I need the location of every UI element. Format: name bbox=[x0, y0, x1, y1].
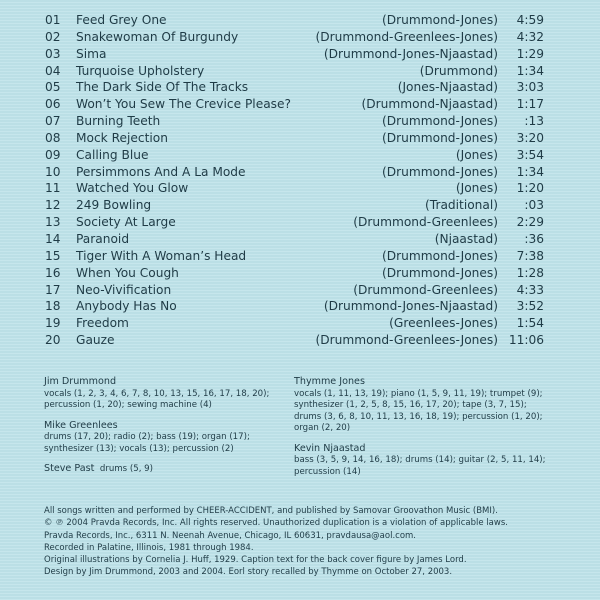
track-row bbox=[0, 147, 600, 164]
track-number: 18 bbox=[45, 299, 61, 314]
instrument-line: drums (5, 9) bbox=[99, 464, 153, 474]
note-line: Design by Jim Drummond, 2003 and 2004. Eorl story recalled by Thymme on October 27, 2003. bbox=[44, 567, 453, 578]
track-number: 09 bbox=[45, 147, 61, 162]
instrument-line: percussion (14) bbox=[294, 466, 361, 477]
track-title: Mock Rejection bbox=[76, 130, 168, 145]
track-row bbox=[0, 282, 600, 299]
track-credit: (Jones-Njaastad) bbox=[397, 80, 498, 95]
instrument-line: vocals (1, 2, 3, 4, 6, 7, 8, 10, 13, 15, 16, 17, 18, 20); bbox=[44, 388, 270, 399]
track-duration: 4:59 bbox=[516, 13, 544, 27]
track-title: Watched You Glow bbox=[76, 181, 189, 196]
musician-name: Jim Drummond bbox=[44, 376, 117, 387]
track-row bbox=[0, 79, 600, 96]
track-title: When You Cough bbox=[76, 265, 179, 280]
track-title: Feed Grey One bbox=[76, 13, 167, 27]
track-credit: (Drummond-Njaastad) bbox=[361, 97, 498, 112]
personnel-left-column bbox=[44, 376, 289, 484]
track-row bbox=[0, 12, 600, 29]
track-title: Freedom bbox=[76, 316, 129, 331]
musician-name: Kevin Njaastad bbox=[294, 442, 366, 454]
track-number: 01 bbox=[45, 13, 61, 27]
track-credit: (Drummond) bbox=[419, 63, 498, 78]
credits-notes bbox=[44, 505, 574, 579]
track-number: 08 bbox=[45, 130, 61, 145]
track-number: 13 bbox=[45, 215, 61, 230]
track-duration: 1:17 bbox=[516, 97, 544, 112]
track-title: Sima bbox=[76, 46, 107, 61]
track-credit: (Drummond-Jones) bbox=[382, 248, 498, 263]
track-number: 16 bbox=[45, 265, 61, 280]
track-credit: (Jones) bbox=[455, 181, 498, 196]
track-title: Anybody Has No bbox=[76, 299, 177, 314]
track-row bbox=[0, 332, 600, 349]
personnel-right-column bbox=[294, 376, 564, 486]
track-title: Neo-Vivification bbox=[76, 282, 172, 297]
track-row bbox=[0, 298, 600, 315]
track-title: Society At Large bbox=[76, 215, 176, 230]
track-row bbox=[0, 214, 600, 231]
track-duration: 7:38 bbox=[516, 248, 544, 263]
personnel-kevin-njaastad bbox=[294, 443, 564, 479]
note-line: Recorded in Palatine, Illinois, 1981 through 1984. bbox=[44, 542, 254, 553]
track-duration: 1:34 bbox=[516, 63, 544, 78]
track-title: Snakewoman Of Burgundy bbox=[76, 29, 239, 44]
track-row bbox=[0, 248, 600, 265]
personnel-mike-greenlees bbox=[44, 420, 289, 456]
track-duration: :03 bbox=[524, 198, 544, 213]
track-duration: 3:52 bbox=[516, 299, 544, 314]
track-credit: (Traditional) bbox=[425, 198, 498, 213]
track-title: Paranoid bbox=[76, 231, 130, 246]
track-duration: 3:03 bbox=[516, 80, 544, 95]
track-credit: (Drummond-Jones) bbox=[382, 114, 498, 129]
track-number: 06 bbox=[45, 97, 61, 112]
track-credit: (Drummond-Greenlees) bbox=[353, 215, 498, 230]
track-number: 19 bbox=[45, 316, 61, 331]
track-duration: 1:34 bbox=[516, 164, 544, 179]
track-credit: (Njaastad) bbox=[434, 231, 498, 246]
note-line: Pravda Records, Inc., 6311 N. Neenah Avenue, Chicago, IL 60631, pravdausa@aol.com. bbox=[44, 530, 417, 541]
musician-name: Thymme Jones bbox=[294, 376, 365, 387]
track-row bbox=[0, 63, 600, 80]
track-row bbox=[0, 130, 600, 147]
track-number: 17 bbox=[45, 282, 61, 297]
track-row bbox=[0, 315, 600, 332]
track-credit: (Jones) bbox=[455, 147, 498, 162]
track-duration: 3:54 bbox=[516, 147, 544, 162]
instrument-line: drums (3, 6, 8, 10, 11, 13, 16, 18, 19); percussion (1, 20); bbox=[294, 411, 543, 422]
track-credit: (Greenlees-Jones) bbox=[389, 316, 498, 331]
track-title: Won’t You Sew The Crevice Please? bbox=[76, 97, 291, 112]
track-list bbox=[0, 12, 600, 349]
track-duration: 1:29 bbox=[516, 46, 544, 61]
track-duration: 1:28 bbox=[516, 265, 544, 280]
track-duration: 4:33 bbox=[516, 282, 544, 297]
track-title: 249 Bowling bbox=[76, 198, 152, 213]
track-duration: 11:06 bbox=[508, 333, 544, 348]
personnel-thymme-jones bbox=[294, 376, 564, 435]
track-duration: :13 bbox=[524, 114, 544, 129]
track-duration: 2:29 bbox=[516, 215, 544, 230]
track-duration: 4:32 bbox=[516, 29, 544, 44]
track-number: 02 bbox=[45, 29, 61, 44]
track-title: Gauze bbox=[76, 333, 115, 348]
track-credit: (Drummond-Greenlees-Jones) bbox=[315, 29, 498, 44]
track-duration: 3:20 bbox=[516, 130, 544, 145]
track-row bbox=[0, 265, 600, 282]
track-credit: (Drummond-Greenlees) bbox=[353, 282, 498, 297]
track-number: 11 bbox=[45, 181, 61, 196]
musician-name: Mike Greenlees bbox=[44, 419, 118, 431]
track-title: The Dark Side Of The Tracks bbox=[76, 80, 249, 95]
personnel-jim-drummond bbox=[44, 376, 289, 412]
track-row bbox=[0, 46, 600, 63]
track-row bbox=[0, 96, 600, 113]
track-duration: 1:54 bbox=[516, 316, 544, 331]
track-duration: :36 bbox=[524, 231, 544, 246]
track-credit: (Drummond-Jones) bbox=[382, 130, 498, 145]
note-line: © ℗ 2004 Pravda Records, Inc. All rights reserved. Unauthorized duplication is a violation of applicable laws. bbox=[44, 518, 508, 529]
instrument-line: percussion (1, 20); sewing machine (4) bbox=[44, 400, 212, 410]
instrument-line: vocals (1, 11, 13, 19); piano (1, 5, 9, 11, 19); trumpet (9); bbox=[294, 388, 543, 399]
track-number: 20 bbox=[45, 333, 61, 348]
instrument-line: synthesizer (13); vocals (13); percussion (2) bbox=[44, 443, 234, 454]
track-number: 14 bbox=[45, 231, 61, 246]
track-row bbox=[0, 197, 600, 214]
track-credit: (Drummond-Greenlees-Jones) bbox=[315, 333, 498, 348]
track-row bbox=[0, 180, 600, 197]
track-title: Turquoise Upholstery bbox=[76, 63, 205, 78]
instrument-line: bass (3, 5, 9, 14, 16, 18); drums (14); guitar (2, 5, 11, 14); bbox=[294, 455, 546, 465]
musician-name: Steve Past bbox=[44, 463, 95, 474]
track-title: Tiger With A Woman’s Head bbox=[76, 248, 247, 263]
track-row bbox=[0, 113, 600, 130]
track-number: 04 bbox=[45, 63, 61, 78]
track-credit: (Drummond-Jones-Njaastad) bbox=[323, 299, 498, 314]
track-title: Burning Teeth bbox=[76, 114, 161, 129]
track-credit: (Drummond-Jones) bbox=[382, 164, 498, 179]
note-line: Original illustrations by Cornelia J. Huff, 1929. Caption text for the back cover figure by James Lord. bbox=[44, 555, 467, 566]
note-line: All songs written and performed by CHEER-ACCIDENT, and published by Samovar Groovathon Music (BMI). bbox=[44, 506, 498, 516]
track-number: 07 bbox=[45, 114, 61, 129]
track-duration: 1:20 bbox=[516, 181, 544, 196]
track-row bbox=[0, 164, 600, 181]
instrument-line: organ (2, 20) bbox=[294, 423, 351, 433]
track-credit: (Drummond-Jones) bbox=[382, 265, 498, 280]
track-number: 12 bbox=[45, 198, 61, 213]
track-number: 05 bbox=[45, 80, 61, 95]
track-number: 03 bbox=[45, 46, 61, 61]
track-number: 15 bbox=[45, 248, 61, 263]
track-title: Persimmons And A La Mode bbox=[76, 164, 246, 179]
track-number: 10 bbox=[45, 164, 61, 179]
track-row bbox=[0, 231, 600, 248]
instrument-line: synthesizer (1, 2, 5, 8, 15, 16, 17, 20); tape (3, 7, 15); bbox=[294, 400, 527, 410]
track-title: Calling Blue bbox=[76, 147, 149, 162]
track-row bbox=[0, 29, 600, 46]
personnel-steve-past bbox=[44, 463, 289, 476]
track-credit: (Drummond-Jones) bbox=[382, 13, 498, 27]
track-credit: (Drummond-Jones-Njaastad) bbox=[323, 46, 498, 61]
instrument-line: drums (17, 20); radio (2); bass (19); organ (17); bbox=[44, 432, 250, 442]
